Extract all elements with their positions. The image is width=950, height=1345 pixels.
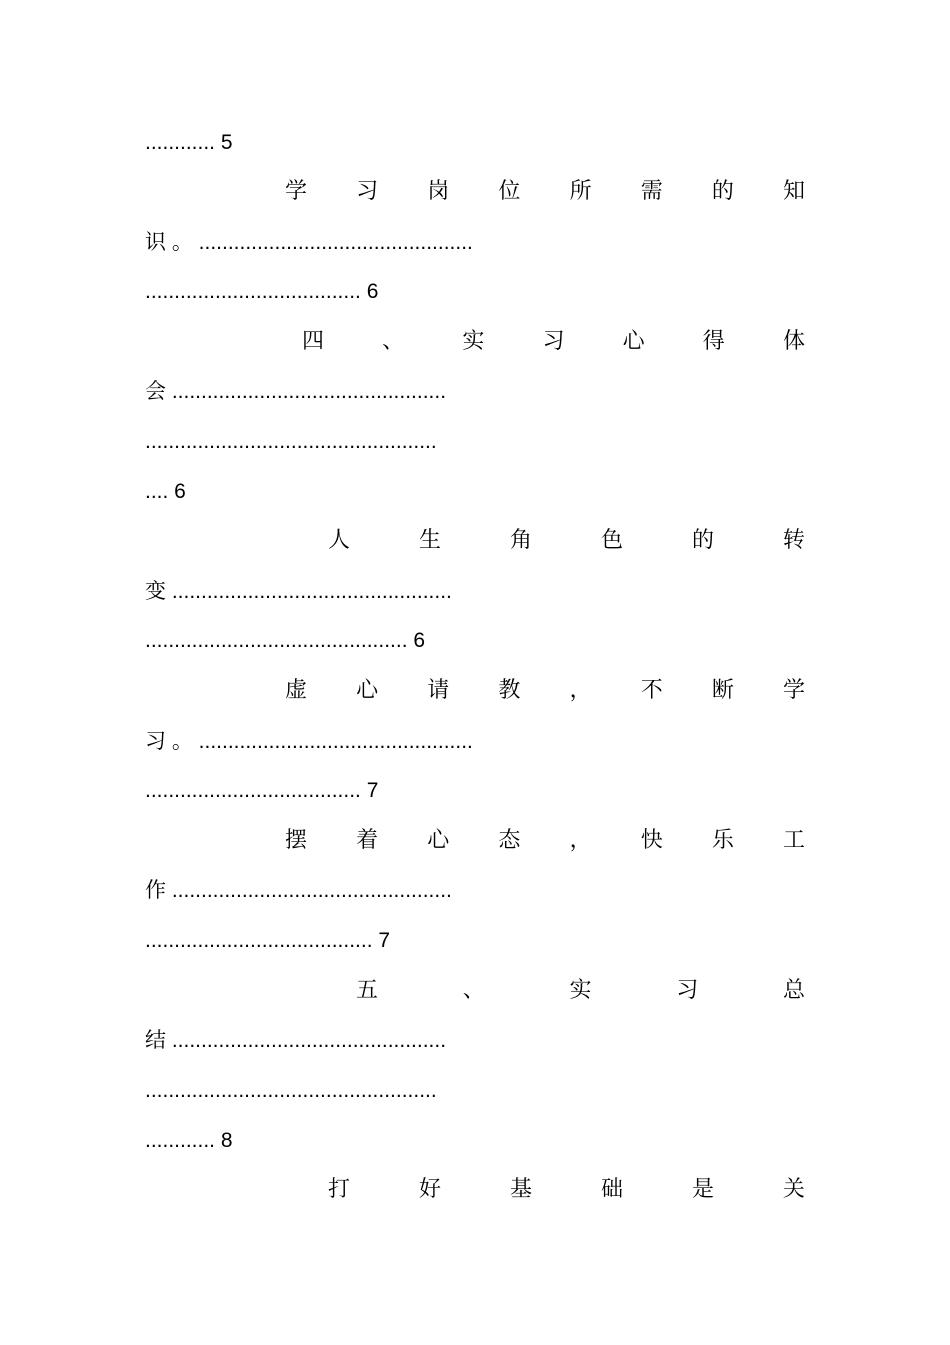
toc-char: 乐	[711, 828, 734, 853]
toc-char: 的	[711, 179, 734, 204]
toc-char: ，	[569, 828, 592, 853]
toc-char: 习	[542, 329, 565, 354]
toc-char: 位	[498, 179, 521, 204]
toc-char: 心	[622, 329, 645, 354]
toc-leader-line: 习 。 ...............................................	[145, 730, 473, 753]
toc-char: 是	[691, 1177, 714, 1202]
toc-leader-line: 作 ................................................	[145, 879, 452, 902]
toc-char: 虚	[285, 678, 308, 703]
toc-heading-xuexi	[285, 181, 805, 203]
toc-char: 学	[285, 179, 308, 204]
toc-char: 着	[356, 828, 379, 853]
toc-char: 心	[427, 828, 450, 853]
toc-leader-line: ..................................... 6	[145, 280, 379, 303]
toc-leader-line: 识 。 ...............................................	[145, 231, 473, 254]
toc-char: 请	[427, 678, 450, 703]
toc-leader-line: ............ 8	[145, 1129, 233, 1152]
toc-char: 础	[600, 1177, 623, 1202]
toc-char: 实	[462, 329, 485, 354]
toc-leader-line: 变 ................................................	[145, 580, 452, 603]
toc-char: 基	[509, 1177, 532, 1202]
toc-char: 生	[418, 528, 441, 553]
toc-leader-line: ..................................... 7	[145, 779, 379, 802]
toc-char: 体	[782, 329, 805, 354]
toc-char: 色	[600, 528, 623, 553]
toc-char: 实	[569, 978, 592, 1003]
toc-char: 、	[462, 978, 485, 1003]
toc-heading-section-4	[302, 331, 805, 353]
toc-leader-line: ..................................................	[145, 1079, 437, 1102]
toc-char: 态	[498, 828, 521, 853]
toc-char: 、	[382, 329, 405, 354]
toc-char: 知	[782, 179, 805, 204]
toc-char: 角	[509, 528, 532, 553]
toc-heading-rensheng	[328, 530, 805, 552]
toc-leader-line: ............ 5	[145, 131, 233, 154]
toc-char: 得	[702, 329, 725, 354]
toc-char: 好	[418, 1177, 441, 1202]
toc-char: ，	[569, 678, 592, 703]
toc-leader-line: .... 6	[145, 480, 186, 503]
toc-char: 总	[782, 978, 805, 1003]
toc-char: 心	[356, 678, 379, 703]
toc-char: 教	[498, 678, 521, 703]
toc-char: 关	[782, 1177, 805, 1202]
toc-char: 人	[328, 528, 351, 553]
toc-char: 工	[782, 828, 805, 853]
toc-char: 学	[782, 678, 805, 703]
toc-heading-xuxin	[285, 680, 805, 702]
toc-char: 不	[640, 678, 663, 703]
toc-leader-line: ..................................................	[145, 430, 437, 453]
toc-char: 四	[302, 329, 325, 354]
toc-char: 岗	[427, 179, 450, 204]
toc-char: 转	[782, 528, 805, 553]
toc-leader-line: 结 ...............................................	[145, 1029, 447, 1052]
toc-char: 需	[640, 179, 663, 204]
toc-heading-baizhe	[285, 830, 805, 852]
toc-char: 的	[691, 528, 714, 553]
toc-char: 摆	[285, 828, 308, 853]
toc-leader-line: ............................................. 6	[145, 629, 426, 652]
toc-heading-dahao	[328, 1179, 805, 1201]
toc-char: 五	[356, 978, 379, 1003]
toc-char: 打	[328, 1177, 351, 1202]
toc-leader-line: ....................................... 7	[145, 929, 391, 952]
toc-char: 断	[711, 678, 734, 703]
toc-leader-line: 会 ...............................................	[145, 380, 447, 403]
toc-char: 习	[676, 978, 699, 1003]
toc-char: 快	[640, 828, 663, 853]
toc-char: 习	[356, 179, 379, 204]
toc-heading-section-5	[356, 980, 805, 1002]
toc-char: 所	[569, 179, 592, 204]
